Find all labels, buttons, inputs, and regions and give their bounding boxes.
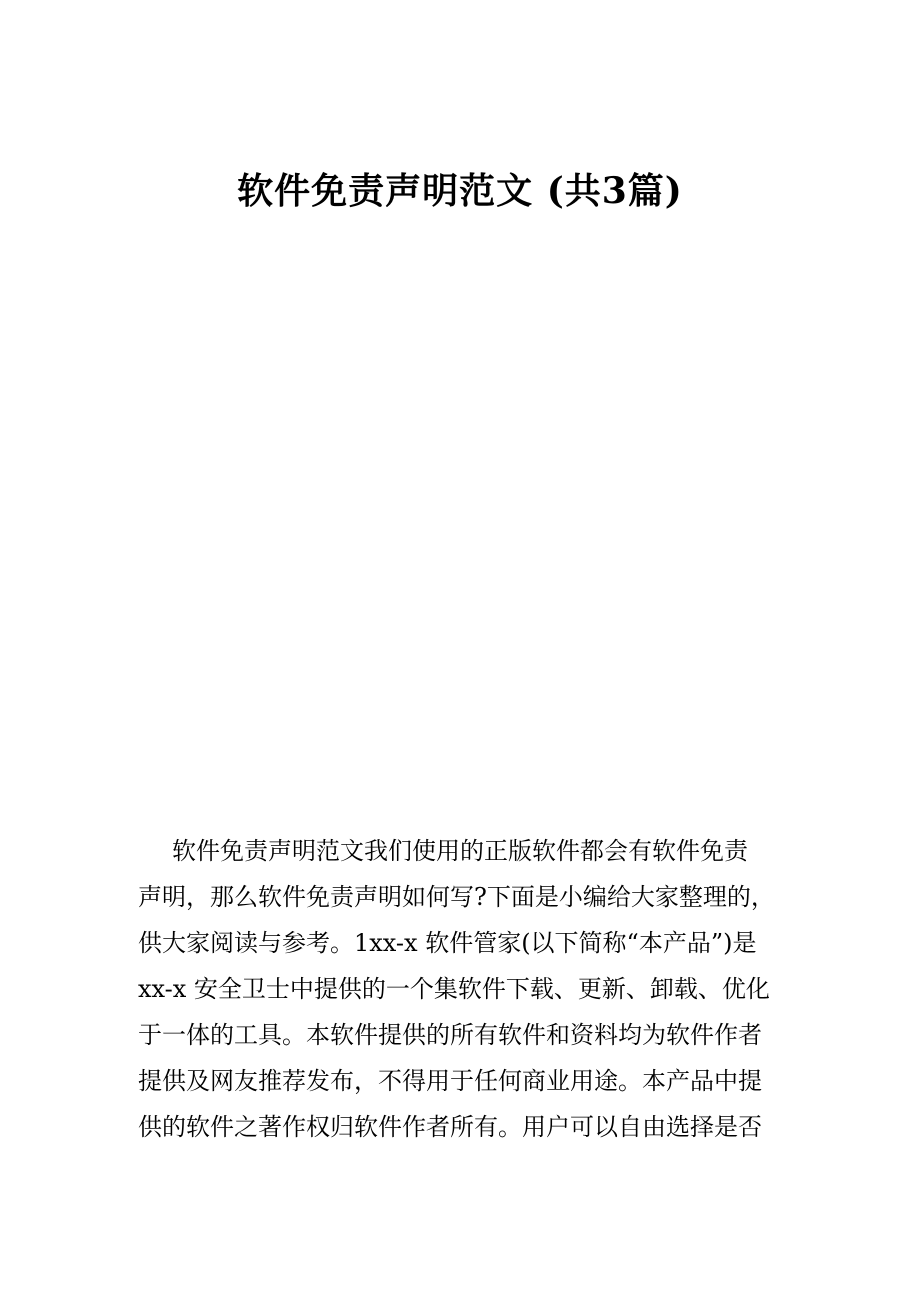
body-line: 提供及网友推荐发布，不得用于任何商业用途。本产品中提 xyxy=(138,1067,762,1095)
document-body xyxy=(138,828,786,1150)
body-line: 于一体的工具。本软件提供的所有软件和资料均为软件作者 xyxy=(138,1021,762,1049)
body-line: 供的软件之著作权归软件作者所有。用户可以自由选择是否 xyxy=(138,1113,762,1141)
document-title: 软件免责声明范文 (共3篇) xyxy=(237,170,683,212)
body-line: xx-x 安全卫士中提供的一个集软件下载、更新、卸载、优化 xyxy=(138,975,770,1003)
body-line: 声明，那么软件免责声明如何写?下面是小编给大家整理的， xyxy=(138,883,775,911)
body-line: 软件免责声明范文我们使用的正版软件都会有软件免责 xyxy=(172,837,748,865)
body-line: 供大家阅读与参考。1xx-x 软件管家(以下简称“本产品”)是 xyxy=(138,929,757,957)
